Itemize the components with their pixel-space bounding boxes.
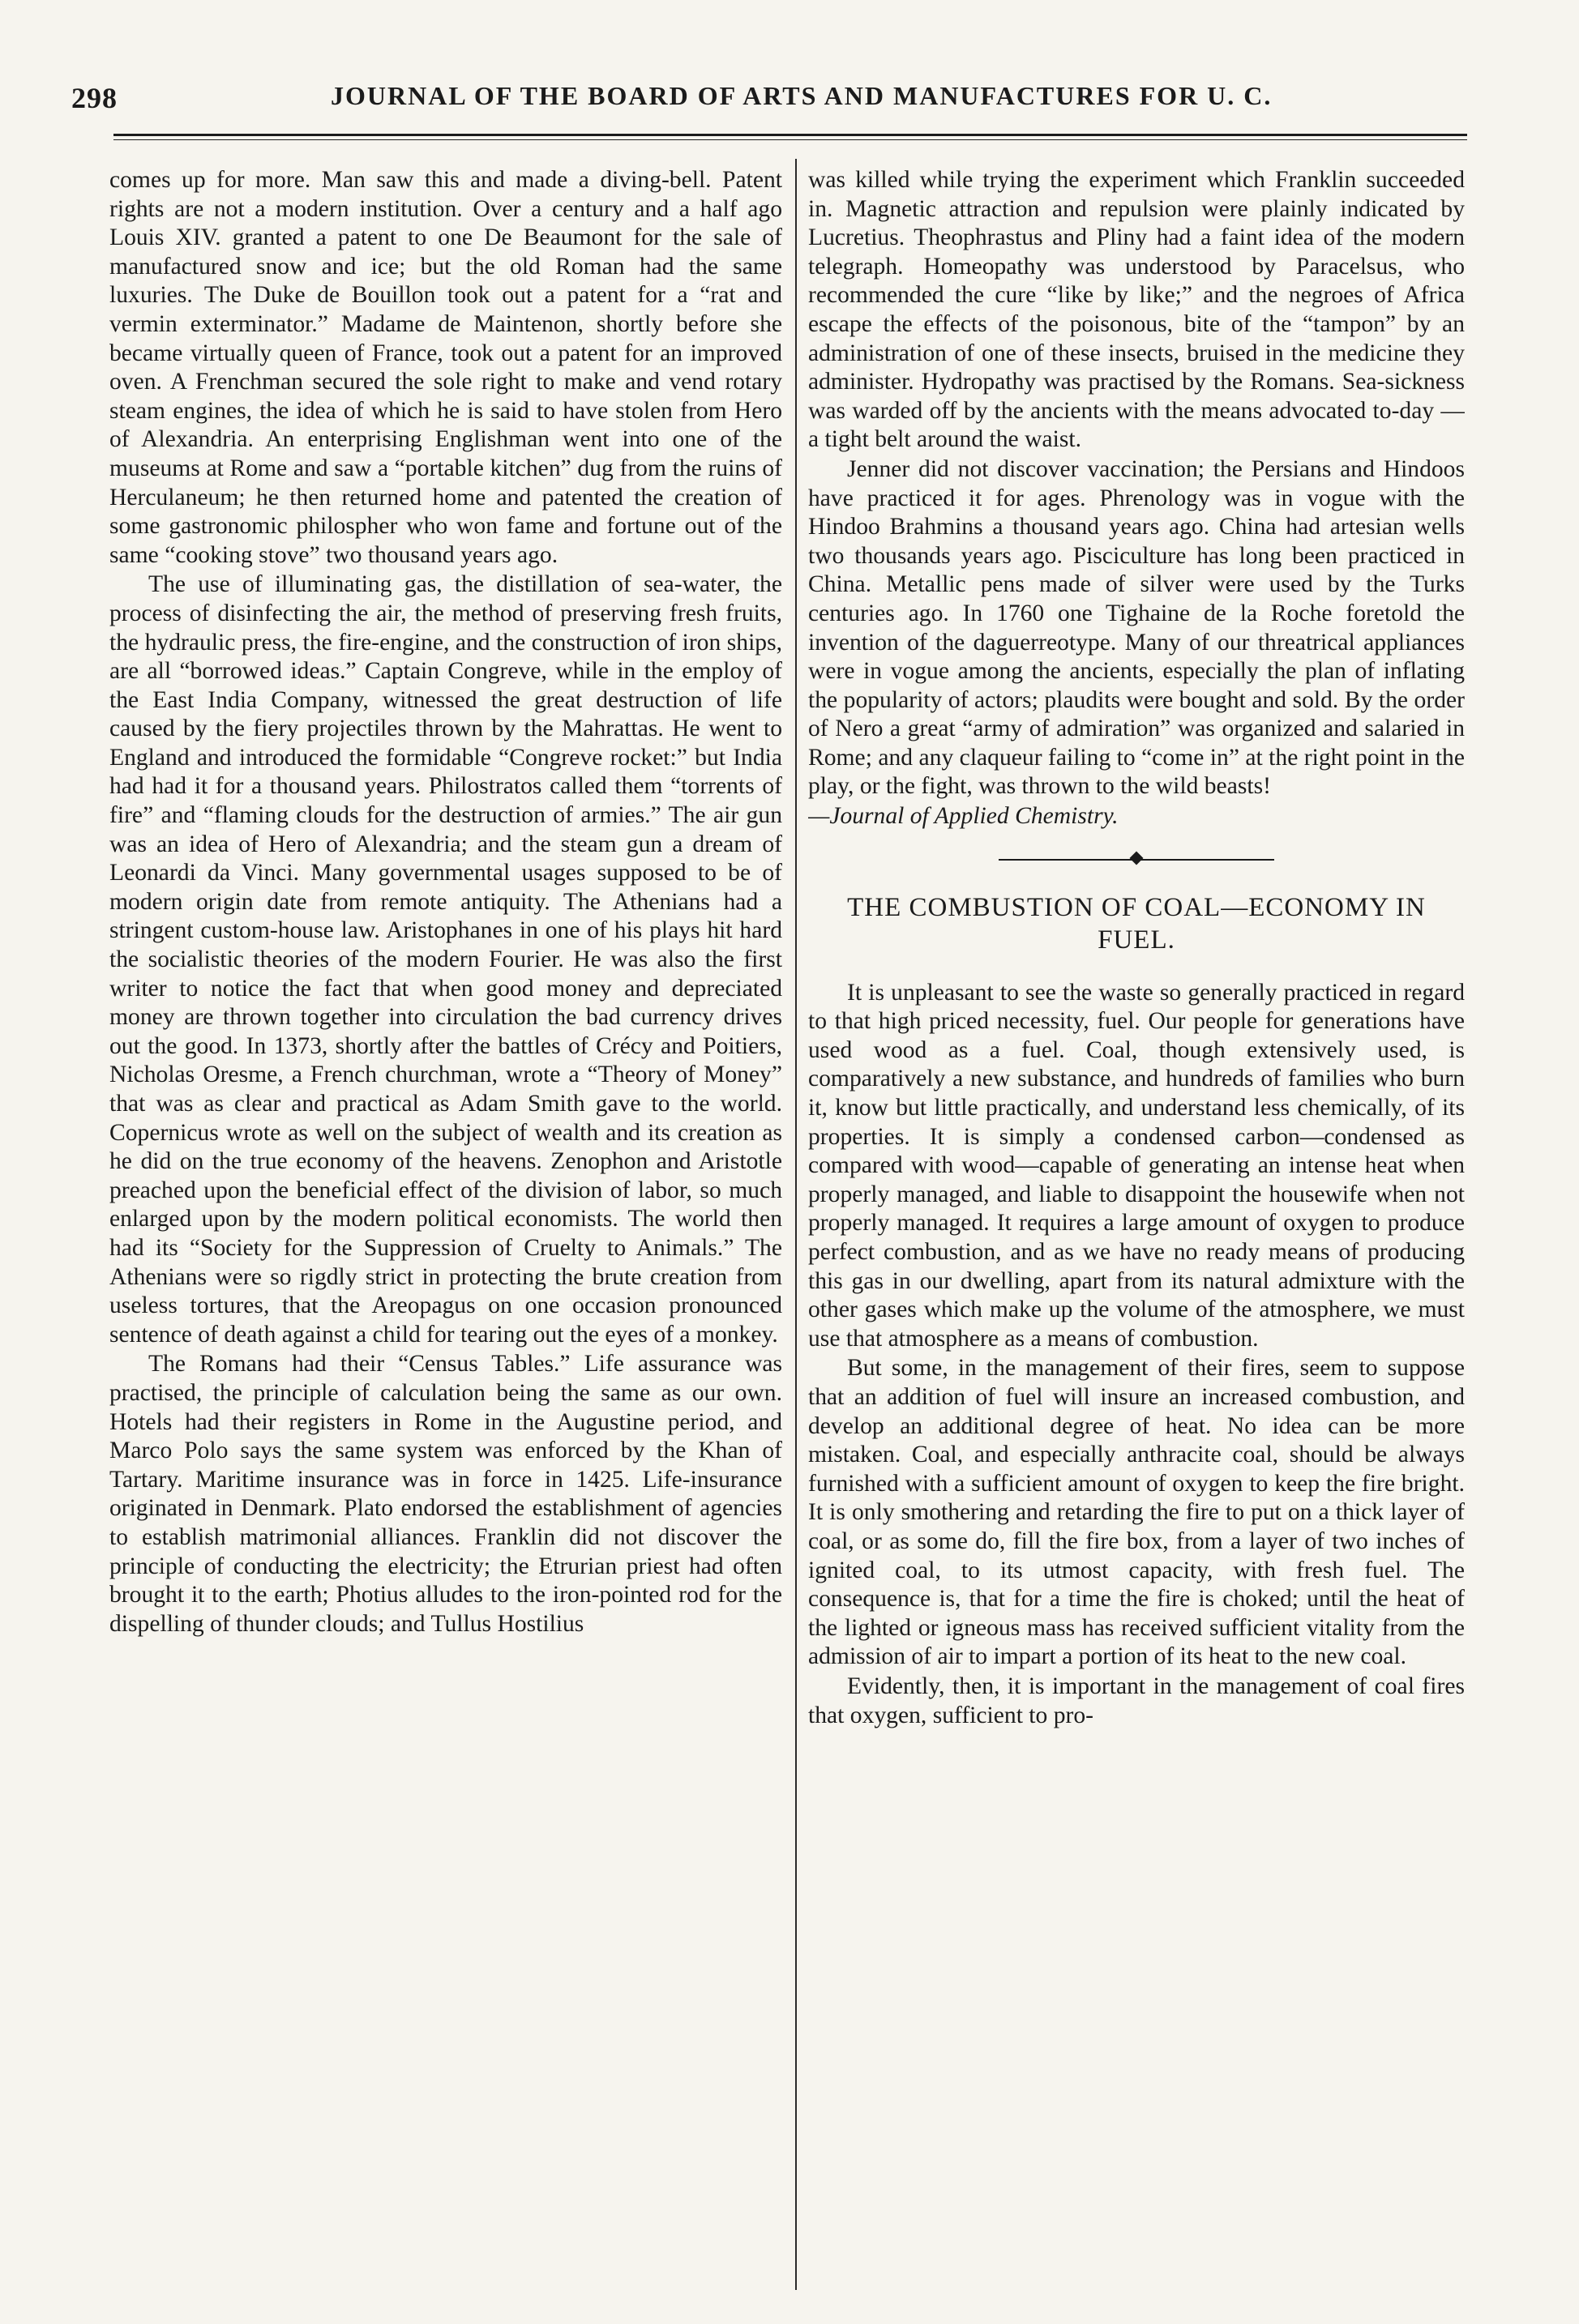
header-rule — [113, 134, 1467, 140]
right-column — [808, 166, 1465, 2281]
paragraph: It is unpleasant to see the waste so generally practiced in regard to that high priced necessity, fuel. Our people for generations have used wood as a fuel. Coal, though extensively used, is comparatively a new substance, and hundreds of families who burn it, know but little practically, and understand less chemically, of its properties. It is simply a condensed carbon—condensed as compared with wood—capable of generating an intense heat when properly managed, and liable to disappoint the housewife when not properly managed. It requires a large amount of oxygen to produce perfect combustion, and as we have no ready means of producing this gas in our dwelling, apart from its natural admixture with the other gases which make up the volume of the atmosphere, we must use that atmosphere as a means of combustion. — [808, 979, 1465, 1352]
paragraph: The Romans had their “Census Tables.” Life assurance was practised, the principle of calculation being the same as our own. Hotels had their registers in Rome in the Augustine period, and Marco Polo says the same system was enforced by the Khan of Tartary. Maritime insurance was in force in 1425. Life-insurance originated in Denmark. Plato endorsed the establishment of agencies to establish matrimonial alliances. Franklin did not discover the principle of conducting the electricity; the Etrurian priest had often brought it to the earth; Photius alludes to the iron-pointed rod for the dispelling of thunder clouds; and Tullus Hostilius — [109, 1351, 782, 1637]
paragraph: The use of illuminating gas, the distillation of sea-water, the process of disinfecting the air, the method of preserving fresh fruits, the hydraulic press, the fire-engine, and the construction of iron ships, are all “borrowed ideas.” Captain Congreve, while in the employ of the East India Company, witnessed the great destruction of life caused by the fiery projectiles thrown by the Mahrattas. He went to England and introduced the formidable “Congreve rocket:” but India had had it for a thousand years. Philostratos called them “torrents of fire” and “flaming clouds for the destruction of armies.” The air gun was an idea of Hero of Alexandria; and the steam gun a dream of Leonardi da Vinci. Many governmental usages supposed to be of modern origin date from remote antiquity. The Athenians had a stringent custom-house law. Aristophanes in one of his plays hit hard the socialistic theories of the modern Fourier. He was also the first writer to notice the fact that when good money and depreciated money are thrown together into circulation the bad currency drives out the good. In 1373, shortly after the battles of Crécy and Poitiers, Nicholas Oresme, a French churchman, wrote a “Theory of Money” that was as clear and practical as Adam Smith gave to the world. Copernicus wrote as well on the subject of wealth and its creation as he did on the true economy of the heavens. Zenophon and Aristotle preached upon the beneficial effect of the division of labor, so much enlarged upon by the modern political economists. The world then had its “Society for the Suppression of Cruelty to Animals.” The Athenians were so rigdly strict in protecting the brute creation from useless tortures, that the Areopagus on one occasion pronounced sentence of death against a child for tearing out the eyes of a monkey. — [109, 571, 782, 1348]
page-header — [71, 81, 1466, 122]
page-number: 298 — [71, 82, 118, 114]
separator-ornament — [1130, 851, 1144, 865]
paragraph: Jenner did not discover vaccination; the Persians and Hindoos have practiced it for ages. Phrenology was in vogue with the Hindoo Brahmins a thousand years ago. China had artesian wells two thousands years ago. Pisciculture has long been practiced in China. Metallic pens made of silver were used by the Turks centuries ago. In 1760 one Tighaine de la Roche foretold the invention of the daguerreotype. Many of our threatrical appliances were in vogue among the ancients, especially the plan of inflating the popularity of actors; plaudits were bought and sold. By the order of Nero a great “army of admiration” was organized and salaried in Rome; and any claqueur failing to “come in” at the right point in the play, or the fight, was thrown to the wild beasts! — [808, 455, 1465, 800]
paragraph: Evidently, then, it is important in the management of coal fires that oxygen, sufficient to pro- — [808, 1673, 1465, 1728]
section-separator — [808, 846, 1465, 874]
left-column — [109, 166, 782, 2281]
paragraph: was killed while trying the experiment which Franklin succeeded in. Magnetic attraction and repulsion were plainly indicated by Lucretius. Theophrastus and Pliny had a faint idea of the modern telegraph. Homeopathy was understood by Paracelsus, who recommended the cure “like by like;” and the negroes of Africa escape the effects of the poisonous, bite of the “tampon” by an administration of one of these insects, bruised in the medicine they administer. Hydropathy was practised by the Romans. Sea-sickness was warded off by the ancients with the means advocated to-day —a tight belt around the waist. — [808, 167, 1465, 453]
paragraph: But some, in the management of their fires, seem to suppose that an addition of fuel will insure an increased combustion, and develop an additional degree of heat. No idea can be more mistaken. Coal, and especially anthracite coal, should be always furnished with a sufficient amount of oxygen to keep the fire bright. It is only smothering and retarding the fire to put on a thick layer of coal, or as some do, fill the fire box, from a layer of two inches of ignited coal, to its utmost capacity, with fresh fuel. The consequence is, that for a time the fire is choked; until the heat of the lighted or igneous mass has received sufficient vitality from the admission of air to impart a portion of its heat to the new coal. — [808, 1355, 1465, 1670]
column-divider — [795, 159, 797, 2290]
running-title: JOURNAL OF THE BOARD OF ARTS AND MANUFACTURES FOR U. C. — [331, 81, 1273, 110]
section-title: THE COMBUSTION OF COAL—ECONOMY IN FUEL. — [847, 892, 1426, 955]
source-citation: —Journal of Applied Chemistry. — [808, 803, 1119, 830]
paragraph: comes up for more. Man saw this and made a diving-bell. Patent rights are not a modern institution. Over a century and a half ago Louis XIV. granted a patent to one De Beaumont for the sale of manufactured snow and ice; but the old Roman had the same luxuries. The Duke de Bouillon took out a patent for a “rat and vermin exterminator.” Madame de Maintenon, shortly before she became virtually queen of France, took out a patent for an improved oven. A Frenchman secured the sole right to make and vend rotary steam engines, the idea of which he is said to have stolen from Hero of Alexandria. An enterprising Englishman went into one of the museums at Rome and saw a “portable kitchen” dug from the ruins of Herculaneum; he then returned home and patented the creation of some gastronomic philospher who won fame and fortune out of the same “cooking stove” two thousand years ago. — [109, 167, 782, 568]
